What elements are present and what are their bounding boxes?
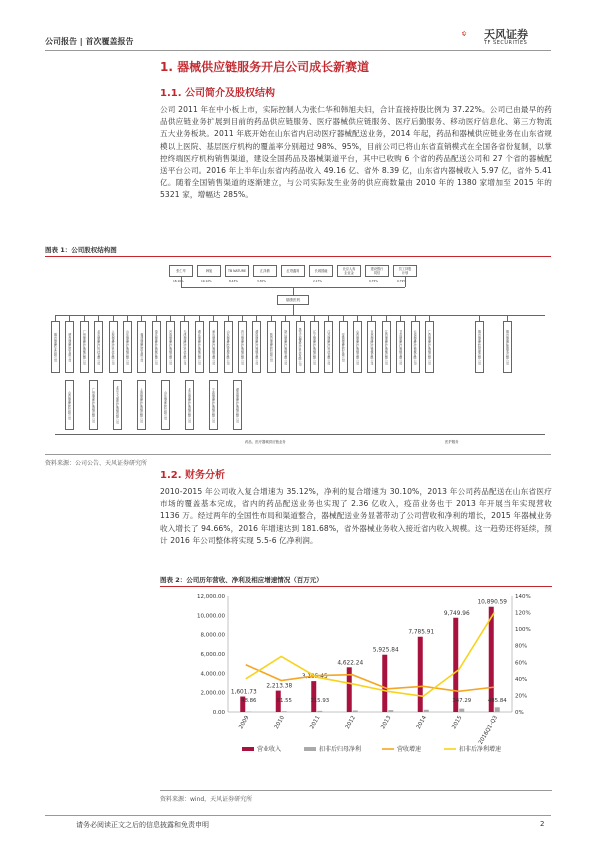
revenue-profit-chart — [160, 590, 552, 770]
org-sub-subsidiary: 北京瑞康医疗器械有限公司 — [185, 380, 194, 430]
y-tick-label-right: 120% — [515, 610, 531, 617]
org-subsidiary: 四川瑞康医疗器械有限公司 — [238, 321, 247, 373]
y-tick-label-left: 0.00 — [212, 710, 225, 716]
x-tick-label: 2013 — [380, 715, 393, 731]
org-subsidiary: 福建瑞康医药有限公司 — [137, 321, 146, 373]
org-holder-pct: 2.17% — [313, 279, 322, 283]
x-tick-label: 2011 — [309, 715, 322, 731]
revenue-data-label: 1,601.73 — [230, 689, 257, 696]
legend-label: 营业收入 — [257, 746, 282, 753]
org-service-subsidiary: 烟台瑞康护理服务有限公司 — [503, 321, 512, 373]
org-subsidiary: 黑龙江瑞康医疗科技有限公司 — [296, 321, 305, 373]
profit-bar — [246, 712, 251, 713]
org-subsidiary: 北京瑞康医疗科技有限公司 — [94, 321, 103, 373]
org-subsidiary: 山西瑞康医疗器械有限公司 — [353, 321, 362, 373]
org-subsidiary: 浙江瑞康医疗器械有限公司 — [281, 321, 290, 373]
revenue-data-label: 10,890.59 — [477, 599, 508, 606]
profit-bar — [495, 707, 500, 712]
ownership-structure-chart — [45, 262, 551, 452]
profit-bar — [459, 709, 464, 712]
x-tick-label: 2010 — [273, 715, 286, 731]
org-service-subsidiary: 烟台瑞康医院管理有限公司 — [475, 321, 484, 373]
revenue-data-label: 5,925.84 — [372, 647, 399, 654]
org-subsidiary: 云南瑞康医疗器械有限公司 — [411, 321, 420, 373]
revenue-data-label: 9,749.96 — [443, 610, 470, 617]
org-subsidiary: 江西瑞康医疗器械有限公司 — [382, 321, 391, 373]
subsection-title-intro: 1.1. 公司简介及股权结构 — [160, 88, 275, 99]
y-tick-label-right: 40% — [515, 676, 528, 683]
y-tick-label-left: 6,000.00 — [200, 652, 225, 658]
org-sub-subsidiary: 山西瑞康医药有限公司 — [65, 380, 74, 430]
org-holder: TB NATURE — [225, 265, 249, 277]
report-type-label: 公司报告 | 首次覆盖报告 — [45, 37, 134, 46]
org-subsidiary: 湖北瑞康医疗器械有限公司 — [195, 321, 204, 373]
revenue-bar — [311, 681, 316, 712]
org-sub-subsidiary: 宁波瑞康医疗器械有限公司 — [209, 380, 218, 430]
org-holder: 张仁华 — [169, 265, 193, 277]
org-sub-subsidiary: 山东瑞泰医药有限公司 — [161, 380, 170, 430]
org-holder: 北京人寿 企业金 — [337, 265, 361, 277]
org-holder-pct: 3.30% — [257, 279, 266, 283]
profit-bar — [388, 710, 393, 712]
figure1-top-rule — [45, 256, 551, 257]
revenue-data-label: 7,785.91 — [408, 629, 435, 636]
org-sub-subsidiary: 上海瑞康医疗器械有限公司 — [137, 380, 146, 430]
x-tick-label: 2014 — [415, 715, 428, 731]
profit-bar — [282, 711, 287, 712]
y-tick-label-right: 0% — [515, 710, 524, 716]
org-connector — [293, 305, 294, 315]
tf-securities-logo — [462, 22, 482, 46]
legend-swatch — [242, 747, 254, 751]
org-holder: 韩旭 — [197, 265, 221, 277]
org-subsidiary: 德州瑞康医药有限公司 — [65, 321, 74, 373]
intro-paragraph: 公司 2011 年在中小板上市，实际控制人为张仁华和韩旭夫妇，合计直接持股比例为 37.22%。公司已由最早的药品供应链业务扩展到目前的药品供应链服务、医疗器械供应链服务、医疗后勤服务、移动医疗信息化、第三方物流五大业务板块。2011 年底开始在山东省内启动医疗器械配送业务，2014 年起，药品和器械供应链业务在山东省规模以上医院、基层医疗机构的覆盖率分别超过 98%、95%，目前公司已将山东省直销模式在全国各省份复制，以掌控终端医疗机构销售渠道，建设全国药品及器械渠道平台，其中已收购 6 个省的药品配送公司和 27 个省的器械配送平台公司。2016 年上半年山东省内药品收入 49.16 亿、省外 8.39 亿，山东省内器械收入 5.97 亿，省外 5.41 亿。随着全国销售渠道的逐渐建立，与公司实际发生业务的供应商数量由 2010 年的 1380 家增加至 2015 年的 5321 家，增幅达 285%。 — [160, 105, 552, 200]
profit-data-label: 347.29 — [452, 698, 472, 704]
profit-data-label: 485.84 — [487, 698, 507, 704]
org-business-label: 药品、医疗器械供应链业务 — [245, 440, 286, 444]
org-subsidiary: 上海瑞康医疗科技有限公司 — [109, 321, 118, 373]
x-tick-label: 2012 — [344, 715, 357, 731]
x-tick-label: 2009 — [238, 715, 251, 731]
org-holder: 员工持股 计划 — [393, 265, 417, 277]
y-tick-label-right: 140% — [515, 594, 531, 600]
org-sub-subsidiary: 北京天力康医疗器械有限公司 — [113, 380, 122, 430]
org-subsidiary: 重庆瑞康医疗器械有限公司 — [209, 321, 218, 373]
revenue-bar — [418, 637, 423, 712]
org-holder-pct: 0.75% — [369, 279, 378, 283]
figure2-title: 图表 2：公司历年营收、净利及相应增速情况（百万元） — [160, 576, 323, 584]
legend-label: 扣非后归母净利 — [319, 746, 362, 753]
org-holder: 红塔鑫易 — [281, 265, 305, 277]
org-subsidiary: 山东瑞康医疗器械有限公司 — [123, 321, 132, 373]
x-tick-label: 2015 — [451, 715, 464, 731]
subsection-title-finance: 1.2. 财务分析 — [160, 470, 225, 481]
revenue-bar — [382, 655, 387, 712]
page-number: 2 — [540, 820, 545, 828]
org-holder: 建设银行 同信 — [365, 265, 389, 277]
org-subsidiary: 山东瑞康医院管理有限公司 — [224, 321, 233, 373]
org-subsidiary: 辽宁瑞康医疗器械有限公司 — [310, 321, 319, 373]
org-subsidiary: 烟台瑞康药业有限公司 — [51, 321, 60, 373]
org-holder-pct: 0.79% — [397, 279, 406, 283]
y-tick-label-right: 80% — [515, 643, 528, 650]
figure1-title: 图表 1：公司股权结构图 — [45, 246, 117, 254]
figure2-bottom-rule — [160, 790, 552, 791]
org-holder: 长城国融 — [309, 265, 333, 277]
figure2-source: 资料来源：wind，天风证券研究所 — [160, 796, 253, 803]
org-subsidiary: 安徽瑞康医药有限公司 — [339, 321, 348, 373]
figure1-bottom-rule — [45, 454, 551, 455]
legend-label: 扣非后净利增速 — [459, 746, 502, 753]
revenue-data-label: 3,195.45 — [301, 674, 328, 681]
finance-paragraph: 2010-2015 年公司收入复合增速为 35.12%，净利的复合增速为 30.10%，2013 年公司药品配送在山东省医疗市场的覆盖基本完成，省内的药品配送业务也实现了 2.36 亿收入，疫苗业务也于 2013 年开展当年实现营收 1136 万。经过两年的全国性布局和渠道整合，器械配送业务显著带动了公司营收和净利的增长，2015 年器械业务收入增长了 94.66%，2016 年增速达到 181.68%，省外器械业务收入接近省内收入规模。这一趋势还将延续，预计 2016 年公司整体将实现 5.5-6 亿净利润。 — [160, 487, 552, 545]
org-company: 瑞康医药 — [277, 295, 309, 305]
y-tick-label-right: 100% — [515, 627, 531, 634]
org-subsidiary: 广州瑞康医疗器械有限公司 — [80, 321, 89, 373]
x-tick-label: 2016Q1-Q3 — [477, 715, 499, 746]
y-tick-label-left: 2,000.00 — [200, 690, 225, 697]
org-sub-subsidiary: 广州康泰医疗器械有限公司 — [89, 380, 98, 430]
org-subsidiary: 甘肃瑞康医疗器械有限公司 — [396, 321, 405, 373]
org-connector — [293, 287, 294, 295]
org-sub-subsidiary: 湖南瑞康医疗器械有限公司 — [233, 380, 242, 430]
footer-divider — [45, 815, 551, 816]
profit-bar — [353, 710, 358, 712]
profit-bar — [317, 711, 322, 712]
logo-subtext: TF SECURITIES — [484, 40, 528, 46]
y-tick-label-left: 10,000.00 — [197, 613, 225, 620]
section-title: 1. 器械供应链服务开启公司成长新赛道 — [160, 60, 370, 74]
org-holder: 汇泽鼎 — [253, 265, 277, 277]
profit-data-label: 115.93 — [310, 698, 330, 704]
org-holder-pct: 19.12% — [201, 279, 212, 283]
revenue-data-label: 4,622.24 — [337, 660, 364, 667]
org-subsidiary: 吉林瑞康医疗器械有限公司 — [367, 321, 376, 373]
profit-data-label: 48.86 — [241, 698, 257, 704]
figure1-source: 资料来源：公司公告、天风证券研究所 — [45, 460, 148, 467]
logo-text: 天风证券 — [484, 28, 528, 41]
profit-bar — [424, 710, 429, 712]
org-holder-pct: 8.43% — [229, 279, 238, 283]
org-service-label: 医护服务 — [445, 440, 459, 444]
org-bottom-bracket — [55, 434, 545, 435]
legend-label: 营收增速 — [397, 746, 422, 753]
revenue-bar — [489, 607, 494, 712]
org-holder-pct: 18.10% — [173, 279, 184, 283]
profit-data-label: 81.55 — [276, 698, 292, 704]
y-tick-label-left: 8,000.00 — [200, 632, 225, 639]
legend-swatch — [304, 747, 316, 751]
y-tick-label-left: 4,000.00 — [200, 671, 225, 678]
org-subsidiary: 湖南瑞康医疗器械有限公司 — [252, 321, 261, 373]
org-subsidiary: 南京瑞康医疗器械有限公司 — [152, 321, 161, 373]
org-subsidiary: 天津瑞康医疗科技有限公司 — [180, 321, 189, 373]
org-subsidiary: 陕西瑞康医药有限公司 — [267, 321, 276, 373]
header-divider — [45, 50, 551, 51]
y-tick-label-left: 12,000.00 — [197, 594, 225, 600]
revenue-data-label: 2,213.38 — [266, 683, 293, 690]
org-connector — [405, 277, 406, 287]
org-subsidiary: 广西瑞康医疗器械有限公司 — [425, 321, 434, 373]
y-tick-label-right: 20% — [515, 693, 528, 700]
org-connector — [181, 277, 182, 287]
y-tick-label-right: 60% — [515, 660, 528, 667]
org-subsidiary: 河南瑞康医疗器械有限公司 — [166, 321, 175, 373]
disclaimer: 请务必阅读正文之后的信息披露和免责申明 — [76, 821, 209, 829]
figure2-top-rule — [160, 586, 552, 587]
org-subsidiary: 江苏瑞康医疗科技有限公司 — [324, 321, 333, 373]
